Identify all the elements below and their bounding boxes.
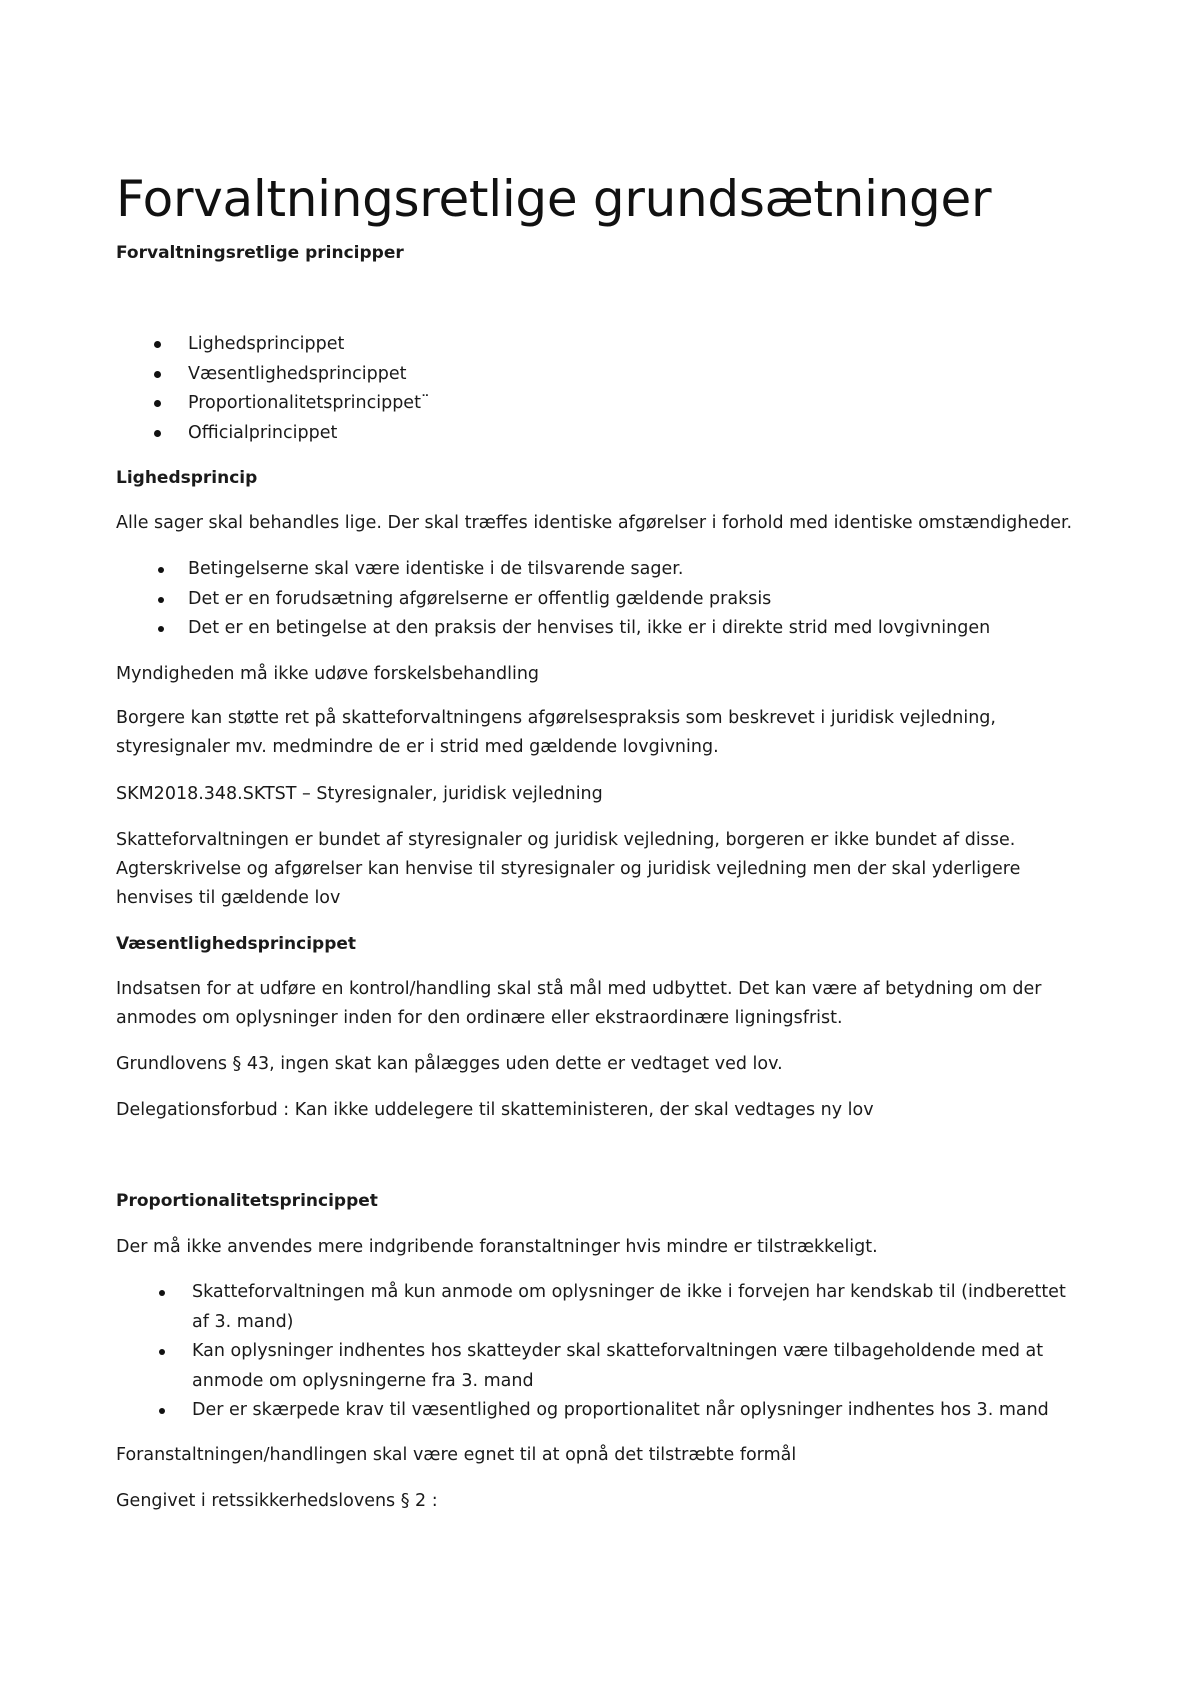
paragraph-line: Skatteforvaltningen er bundet af styresignaler og juridisk vejledning, borgeren er ikke bundet af disse.	[116, 830, 1016, 850]
paragraph: Der må ikke anvendes mere indgribende foranstaltninger hvis mindre er tilstrækkeligt.	[116, 1237, 878, 1257]
bullet-icon	[158, 626, 164, 632]
lighed-bullet-list	[188, 555, 990, 644]
section-heading-vaesentlighed: Væsentlighedsprincippet	[116, 934, 357, 954]
bullet-icon	[154, 430, 161, 437]
paragraph: Foranstaltningen/handlingen skal være egnet til at opnå det tilstræbte formål	[116, 1445, 797, 1465]
paragraph-line: Borgere kan støtte ret på skatteforvaltningens afgørelsespraksis som beskrevet i juridisk vejledning,	[116, 708, 996, 728]
list-item: Officialprincippet	[188, 419, 430, 449]
list-item: Væsentlighedsprincippet	[188, 360, 430, 390]
paragraph: Gengivet i retssikkerhedslovens § 2 :	[116, 1491, 438, 1511]
document-subtitle: Forvaltningsretlige principper	[116, 243, 404, 263]
section-heading-proportionalitet: Proportionalitetsprincippet	[116, 1191, 378, 1211]
paragraph: SKM2018.348.SKTST – Styresignaler, juridisk vejledning	[116, 784, 603, 804]
list-item: Der er skærpede krav til væsentlighed og proportionalitet når oplysninger indhentes hos 3. mand	[192, 1396, 1066, 1426]
list-item: Kan oplysninger indhentes hos skatteyder skal skatteforvaltningen være tilbageholdende med at anmode om oplysningerne fra 3. mand	[192, 1337, 1066, 1396]
bullet-icon	[159, 1290, 165, 1296]
list-item: Proportionalitetsprincippet¨	[188, 389, 430, 419]
bullet-icon	[158, 567, 164, 573]
paragraph-line: Indsatsen for at udføre en kontrol/handling skal stå mål med udbyttet. Det kan være af betydning om der	[116, 979, 1042, 999]
section-heading-lighed: Lighedsprincip	[116, 468, 258, 488]
bullet-icon	[159, 1408, 165, 1414]
paragraph: Delegationsforbud : Kan ikke uddelegere til skatteministeren, der skal vedtages ny lov	[116, 1100, 874, 1120]
paragraph-line: Agterskrivelse og afgørelser kan henvise til styresignaler og juridisk vejledning men der skal yderligere	[116, 859, 1021, 879]
paragraph-line: styresignaler mv. medmindre de er i strid med gældende lovgivning.	[116, 737, 719, 757]
list-item: Betingelserne skal være identiske i de tilsvarende sager.	[188, 555, 990, 585]
list-item: Det er en forudsætning afgørelserne er offentlig gældende praksis	[188, 585, 990, 615]
bullet-icon	[159, 1349, 165, 1355]
proportionalitet-bullet-list	[192, 1278, 1066, 1426]
bullet-icon	[154, 371, 161, 378]
paragraph: Alle sager skal behandles lige. Der skal træffes identiske afgørelser i forhold med identiske omstændigheder.	[116, 513, 1073, 533]
paragraph: Myndigheden må ikke udøve forskelsbehandling	[116, 664, 540, 684]
paragraph-line: henvises til gældende lov	[116, 888, 341, 908]
list-item: Skatteforvaltningen må kun anmode om oplysninger de ikke i forvejen har kendskab til (indberettet af 3. mand)	[192, 1278, 1066, 1337]
bullet-icon	[154, 400, 161, 407]
bullet-icon	[154, 341, 161, 348]
paragraph-line: anmodes om oplysninger inden for den ordinære eller ekstraordinære ligningsfrist.	[116, 1008, 843, 1028]
list-item: Det er en betingelse at den praksis der henvises til, ikke er i direkte strid med lovgivningen	[188, 614, 990, 644]
document-title: Forvaltningsretlige grundsætninger	[116, 170, 992, 228]
principles-list	[188, 330, 430, 448]
paragraph: Grundlovens § 43, ingen skat kan pålægges uden dette er vedtaget ved lov.	[116, 1054, 783, 1074]
list-item: Lighedsprincippet	[188, 330, 430, 360]
bullet-icon	[158, 597, 164, 603]
